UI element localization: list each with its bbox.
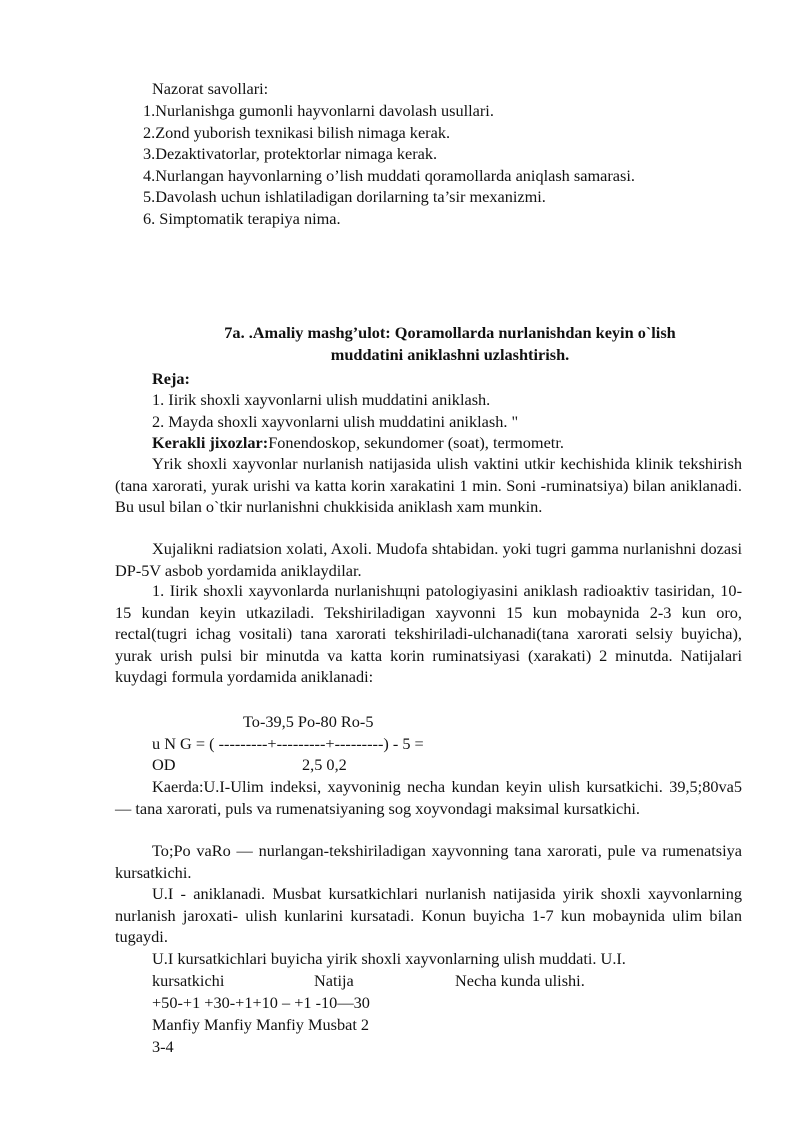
question-item-5: 5.Davolash uchun ishlatiladigan dorilarning ta’sir mexanizmi. bbox=[143, 187, 546, 206]
table-header-col3: Necha kunda ulishi. bbox=[455, 971, 585, 990]
questions-header: Nazorat savollari: bbox=[152, 79, 269, 98]
equipment-text: Fonendoskop, sekundomer (soat), termometr. bbox=[268, 433, 564, 452]
explanation-paragraph-2: To;Po vaRo — nurlangan-tekshiriladigan xayvonning tana xarorati, pule va rumenatsiya kursatkichi. bbox=[115, 841, 742, 882]
formula-denominator-left: OD bbox=[152, 755, 176, 774]
paragraph-2: Xujalikni radiatsion xolati, Axoli. Mudofa shtabidan. yoki tugri gamma nurlanishni dozasi DP-5V asbob yordamida aniklaydilar. bbox=[115, 539, 742, 580]
lesson-title-line1 bbox=[115, 322, 785, 344]
lesson-title-prefix: 7a. .Amaliy mashg’ulot bbox=[224, 323, 386, 342]
plan-label: Reja: bbox=[152, 369, 190, 388]
question-item-6: 6. Simptomatik terapiya nima. bbox=[143, 209, 341, 228]
formula-numerators: To-39,5 Po-80 Ro-5 bbox=[243, 712, 374, 731]
table-row-last: 3-4 bbox=[152, 1037, 174, 1056]
equipment-line bbox=[152, 432, 564, 454]
table-header-col2: Natija bbox=[314, 971, 354, 990]
formula-main: u N G = ( ---------+---------+---------) - 5 = bbox=[152, 734, 424, 753]
question-item-1: 1.Nurlanishga gumonli hayvonlarni davolash usullari. bbox=[143, 101, 494, 120]
plan-item-1: 1. Iirik shoxli xayvonlarni ulish muddatini aniklash. bbox=[152, 390, 491, 409]
table-row-results: Manfiy Manfiy Manfiy Musbat 2 bbox=[152, 1015, 370, 1034]
question-item-2: 2.Zond yuborish texnikasi bilish nimaga kerak. bbox=[143, 123, 451, 142]
plan-item-2: 2. Mayda shoxli xayvonlarni ulish muddatini aniklash. " bbox=[152, 412, 519, 431]
table-header-col1: kursatkichi bbox=[152, 971, 225, 990]
table-row-values: +50-+1 +30-+1+10 – +1 -10—30 bbox=[152, 993, 370, 1012]
lesson-title-line2: muddatini aniklashni uzlashtirish. bbox=[330, 345, 570, 364]
lesson-title-rest: : Qoramollarda nurlanishdan keyin o`lish bbox=[385, 323, 676, 342]
question-item-4: 4.Nurlangan hayvonlarning o’lish muddati qoramollarda aniqlash samarasi. bbox=[143, 166, 635, 185]
question-item-3: 3.Dezaktivatorlar, protektorlar nimaga kerak. bbox=[143, 144, 438, 163]
paragraph-1: Yrik shoxli xayvonlar nurlanish natijasida ulish vaktini utkir kechishida klinik tekshirish (tana xarorati, yurak urishi va katta korin xarakatini 1 min. Soni -ruminatsiya) bilan aniklanadi. Bu usul bilan o`tkir nurlanishni chukkisida aniklash xam munkin. bbox=[115, 454, 742, 516]
explanation-paragraph-3: U.I - aniklanadi. Musbat kursatkichlari nurlanish natijasida yirik shoxli xayvonlarning nurlanish jaroxati- ulish kunlarini kursatadi. Konun buyicha 1-7 kun mobaynida ulim bilan tugaydi. bbox=[115, 884, 742, 946]
equipment-label: Kerakli jixozlar: bbox=[152, 433, 269, 452]
explanation-paragraph-1: Kaerda:U.I-Ulim indeksi, xayvoninig necha kundan keyin ulish kursatkichi. 39,5;80va5 — tana xarorati, puls va rumenatsiyaning sog xoyvondagi maksimal kursatkichi. bbox=[115, 777, 742, 818]
formula-denominator-right: 2,5 0,2 bbox=[302, 755, 347, 774]
table-intro: U.I kursatkichlari buyicha yirik shoxli xayvonlarning ulish muddati. U.I. bbox=[152, 949, 626, 968]
paragraph-3: 1. Iirik shoxli xayvonlarda nurlanishщni patologiyasini aniklash radioaktiv tasiridan, 10-15 kundan keyin utkaziladi. Tekshiriladigan xayvonni 15 kun mobaynida 2-3 kun oro, rectal(tugri ichag vositali) tana xarorati tekshiriladi-ulchanadi(tana xarorati selsiy buyicha), yurak urish pulsi bir minutda va katta korin ruminatsiyasi (xarakati) 2 minutda. Natijalari kuydagi formula yordamida aniklanadi: bbox=[115, 581, 742, 686]
